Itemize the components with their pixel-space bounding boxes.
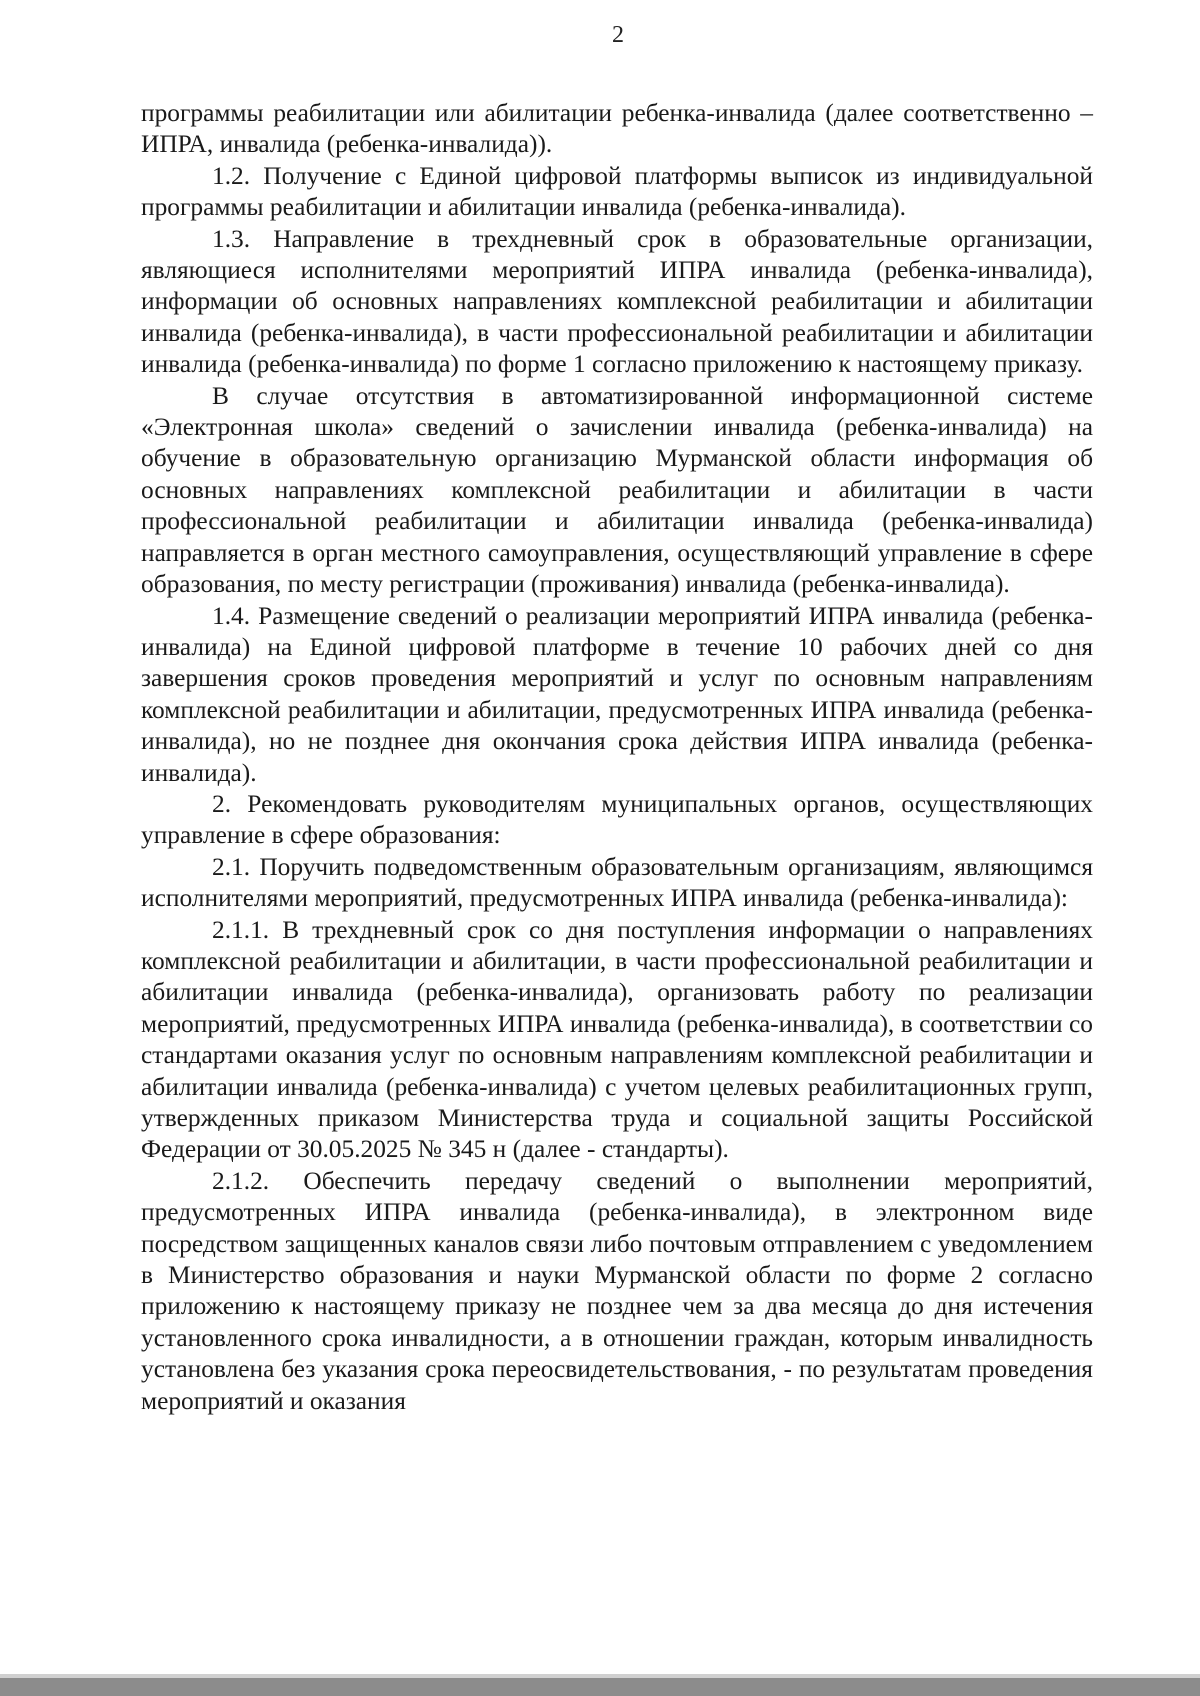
paragraph-2-1: 2.1. Поручить подведомственным образовательным организациям, являющимся исполнителями мероприятий, предусмотренных ИПРА инвалида (ребенка-инвалида): <box>141 852 1093 913</box>
paragraph-absence-case: В случае отсутствия в автоматизированной информационной системе «Электронная школа» сведений о зачислении инвалида (ребенка-инвалида) на обучение в образовательную организацию Мурманской области информация об основных направлениях комплексной реабилитации и абилитации в части профессиональной реабилитации и абилитации инвалида (ребенка-инвалида) направляется в орган местного самоуправления, осуществляющий управление в сфере образования, по месту регистрации (проживания) инвалида (ребенка-инвалида). <box>141 381 1093 599</box>
paragraph-1-4: 1.4. Размещение сведений о реализации мероприятий ИПРА инвалида (ребенка-инвалида) на Единой цифровой платформе в течение 10 рабочих дней со дня завершения сроков проведения мероприятий и услуг по основным направлениям комплексной реабилитации и абилитации, предусмотренных ИПРА инвалида (ребенка-инвалида), но не позднее дня окончания срока действия ИПРА инвалида (ребенка-инвалида). <box>141 601 1093 787</box>
paragraph-2: 2. Рекомендовать руководителям муниципальных органов, осуществляющих управление в сфере образования: <box>141 789 1093 850</box>
document-body <box>141 98 1093 1417</box>
paragraph-2-1-2: 2.1.2. Обеспечить передачу сведений о выполнении мероприятий, предусмотренных ИПРА инвалида (ребенка-инвалида), в электронном виде посредством защищенных каналов связи либо почтовым отправлением с уведомлением в Министерство образования и науки Мурманской области по форме 2 согласно приложению к настоящему приказу не позднее чем за два месяца до дня истечения установленного срока инвалидности, а в отношении граждан, которым инвалидность установлена без указания срока переосвидетельствования, - по результатам проведения мероприятий и оказания <box>141 1166 1093 1415</box>
scan-edge-shadow <box>0 1678 1200 1696</box>
paragraph-continuation: программы реабилитации или абилитации ребенка-инвалида (далее соответственно – ИПРА, инвалида (ребенка-инвалида)). <box>141 99 1093 159</box>
paragraph-1-2: 1.2. Получение с Единой цифровой платформы выписок из индивидуальной программы реабилитации и абилитации инвалида (ребенка-инвалида). <box>141 161 1093 222</box>
page-number: 2 <box>612 22 624 48</box>
paragraph-2-1-1: 2.1.1. В трехдневный срок со дня поступления информации о направлениях комплексной реабилитации и абилитации, в части профессиональной реабилитации и абилитации инвалида (ребенка-инвалида), организовать работу по реализации мероприятий, предусмотренных ИПРА инвалида (ребенка-инвалида), в соответствии со стандартами оказания услуг по основным направлениям комплексной реабилитации и абилитации инвалида (ребенка-инвалида) с учетом целевых реабилитационных групп, утвержденных приказом Министерства труда и социальной защиты Российской Федерации от 30.05.2025 № 345 н (далее - стандарты). <box>141 915 1093 1164</box>
paragraph-1-3: 1.3. Направление в трехдневный срок в образовательные организации, являющиеся исполнителями мероприятий ИПРА инвалида (ребенка-инвалида), информации об основных направлениях комплексной реабилитации и абилитации инвалида (ребенка-инвалида), в части профессиональной реабилитации и абилитации инвалида (ребенка-инвалида) по форме 1 согласно приложению к настоящему приказу. <box>141 224 1093 379</box>
